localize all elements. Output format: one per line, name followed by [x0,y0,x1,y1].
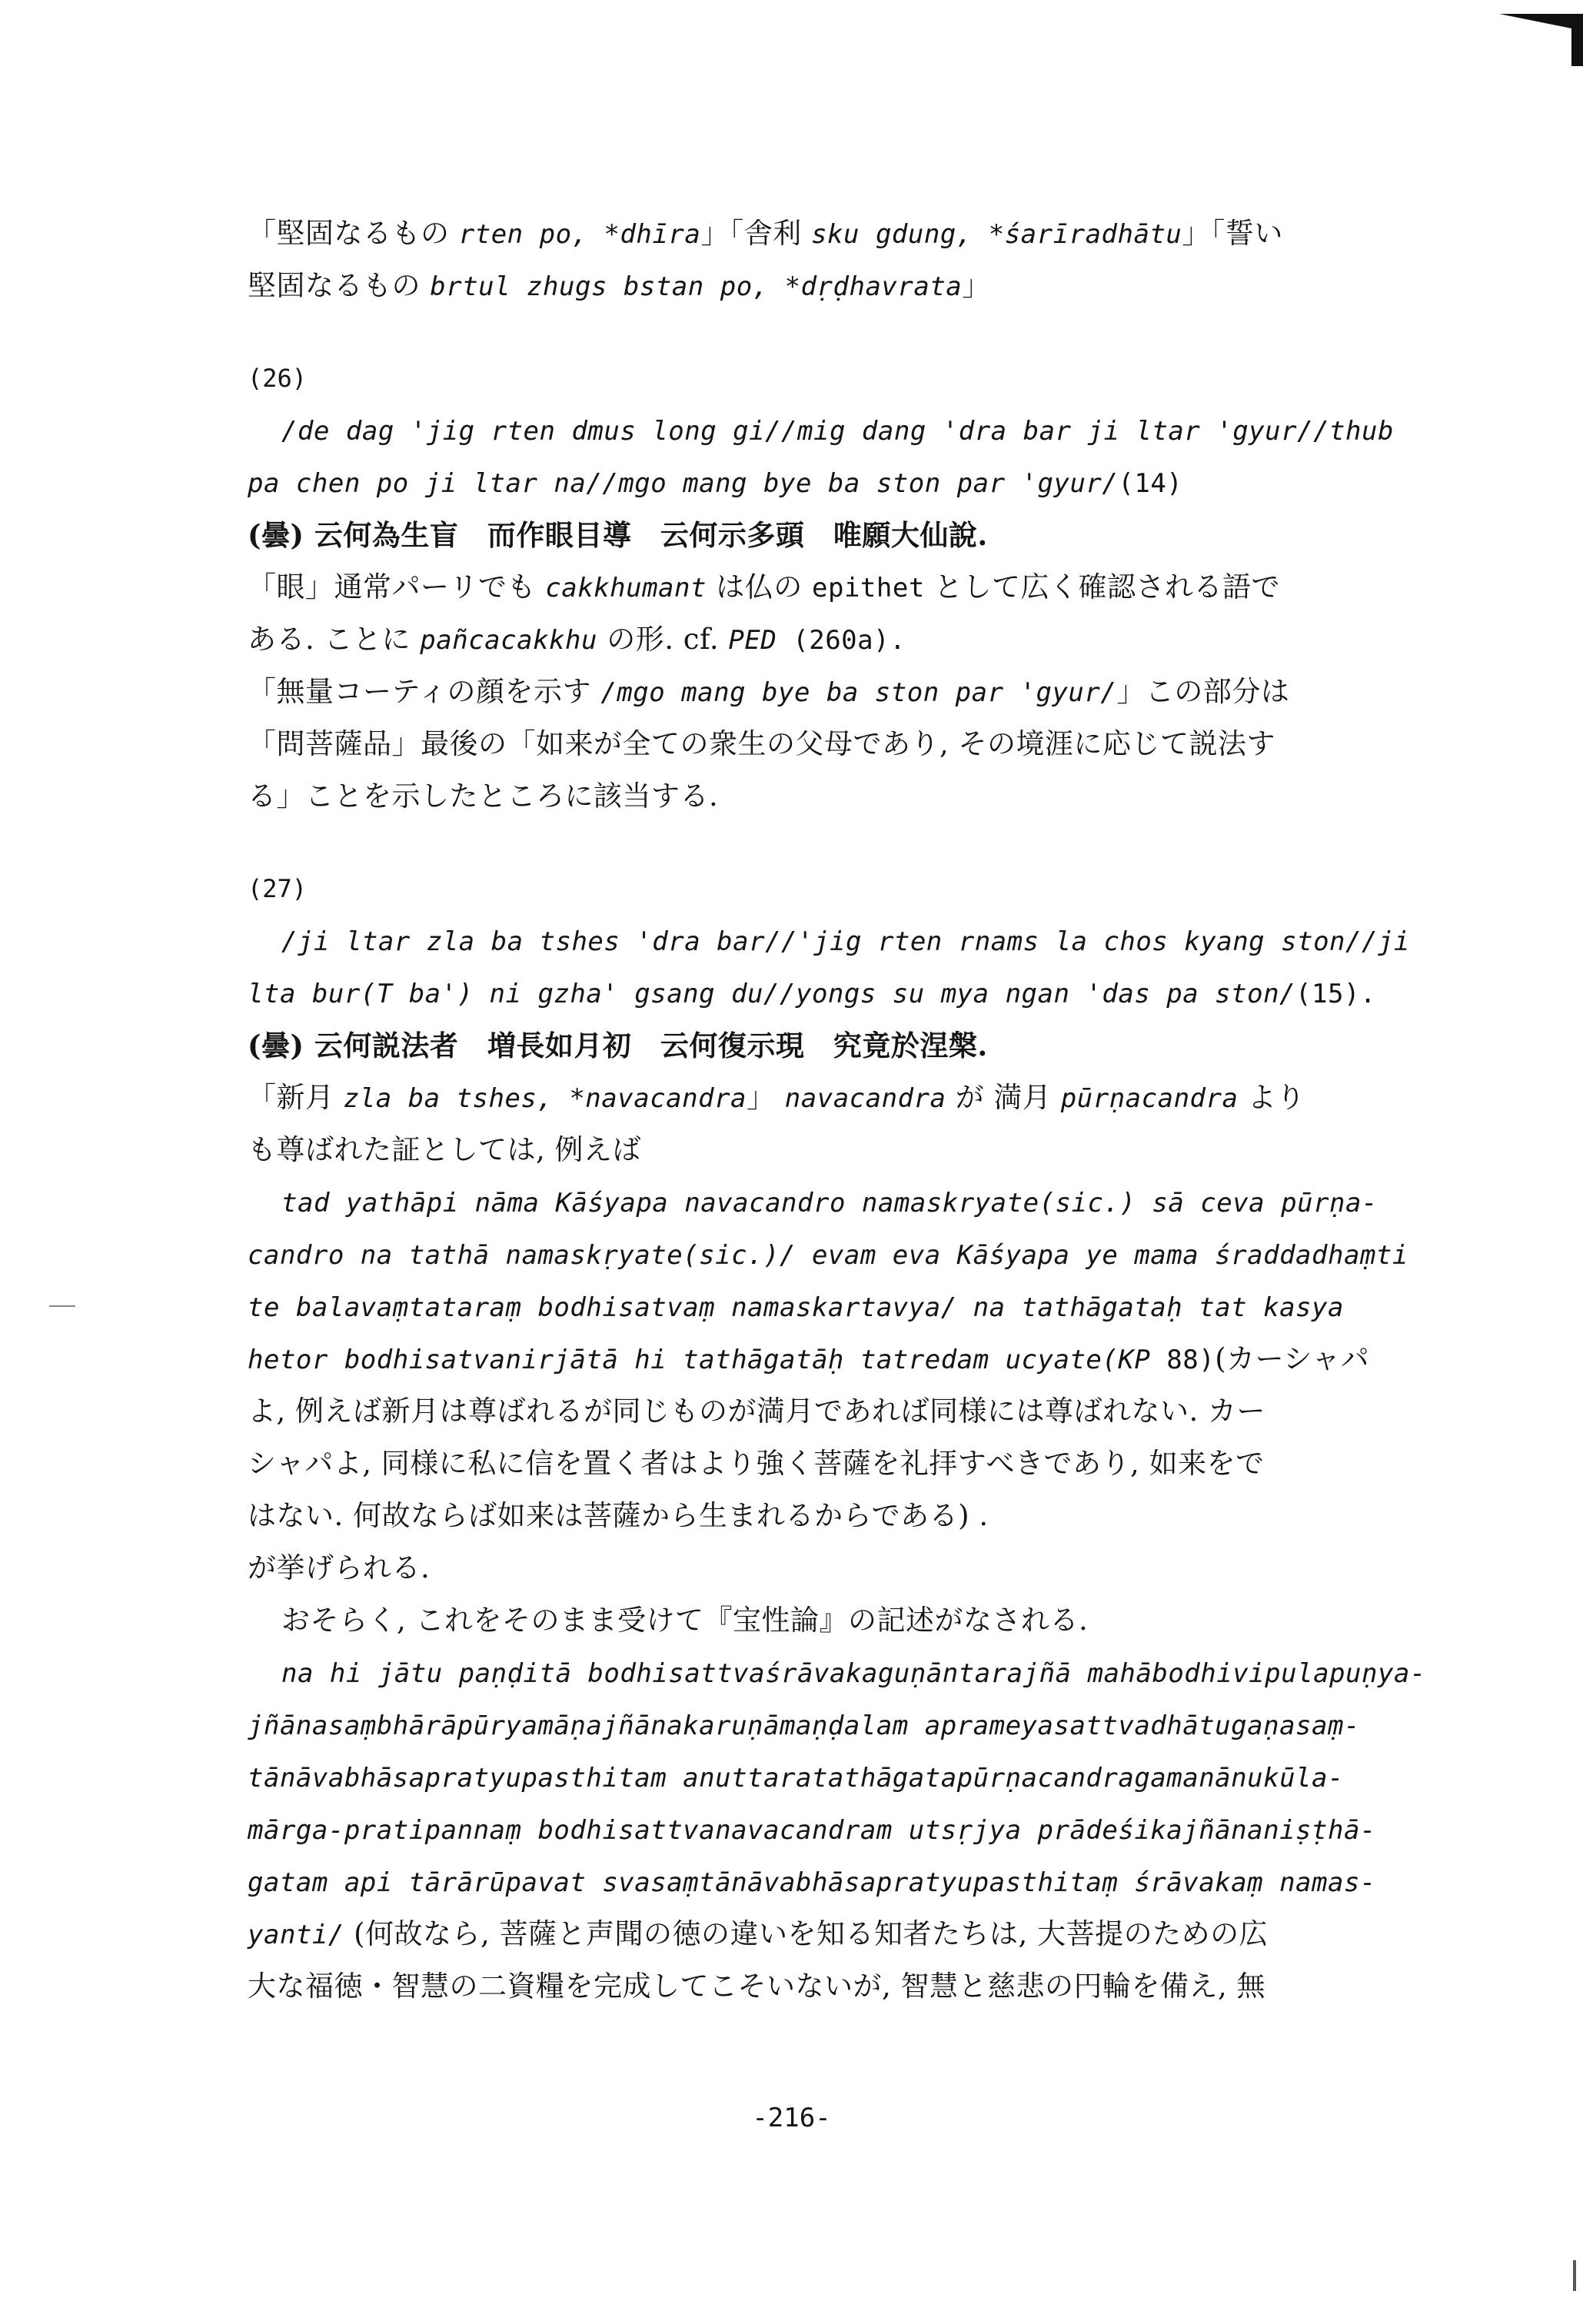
note27-chinese-line: (曇) 云何説法者 増長如月初 云何復示現 究竟於涅槃. [248,1029,988,1062]
note26-comment-4: 「問菩薩品」最後の「如来が全ての衆生の父母であり, その境涯に応じて説法す [248,727,1276,760]
tibetan-verse: pa chen po ji ltar na//mgo mang bye ba ston par 'gyur/ [248,468,1119,499]
text: (何故なら, 菩薩と声聞の徳の違いを知る知者たちは, 大菩提のための広 [344,1917,1269,1950]
intro-line-1 [248,208,1447,260]
text: より [1238,1081,1305,1114]
text: ある. ことに [248,623,421,656]
kp-quote-line-4 [248,1333,1447,1385]
reference: (260a). [777,625,906,656]
note26-chinese-line: (曇) 云何為生盲 而作眼目導 云何示多頭 唯願大仙說. [248,518,988,552]
note-number-27: (27) [248,874,308,903]
note26-tibetan-line-1 [248,404,1447,457]
term-brtul-zhugs: brtul zhugs bstan po, *dṛḍhavrata [430,271,963,302]
sanskrit-quote: te balavaṃtataraṃ bodhisatvaṃ namaskartavya/ na tathāgataḥ tat kasya [248,1292,1344,1323]
term-epithet: epithet [812,573,925,603]
rgv-quote-line-3 [248,1751,1447,1804]
note27-tibetan-line-1 [248,915,1447,967]
text: 「眼」通常パーリでも [248,570,546,603]
page-number: -216- [752,2103,831,2133]
sanskrit-quote: candro na tathā namaskṛyate(sic.)/ evam eva Kāśyapa ye mama śraddadhaṃti [248,1240,1408,1271]
note26-comment-1 [248,561,1447,613]
scan-corner-mark [1499,14,1583,31]
sanskrit-quote: hetor bodhisatvanirjātā hi tathāgatāḥ tatredam ucyate( [248,1345,1119,1375]
text: (カーシャパ [1215,1342,1370,1375]
tibetan-verse: /ji ltar zla ba tshes 'dra bar//'jig rten rnams la chos kyang ston//ji [281,926,1410,957]
text: が 満月 [946,1081,1061,1114]
intro-line-2 [248,260,1447,312]
kp-quote-line-2 [248,1228,1447,1281]
sanskrit-quote: mārga-pratipannaṃ bodhisattvanavacandram utsṛjya prādeśikajñānaniṣṭhā- [248,1815,1376,1846]
sanskrit-quote: gatam api tārārūpavat svasaṃtānāvabhāsapratyupasthitaṃ śrāvakaṃ namas- [248,1867,1376,1898]
rgv-quote-line-6 [248,1908,1447,1960]
text: 「堅固なるもの [248,217,459,250]
sanskrit-quote: tānāvabhāsapratyupasthitam anuttaratathāgatapūrṇacandragamanānukūla- [248,1763,1344,1794]
page-content [248,208,1447,2013]
sanskrit-quote: tad yathāpi nāma Kāśyapa navacandro namaskryate(sic.) sā ceva pūrṇa- [281,1188,1378,1219]
text: 」 [747,1081,785,1114]
text: 」 [962,269,991,302]
kp-translation-2: シャパよ, 同様に私に信を置く者はより強く菩薩を礼拝すべきであり, 如来をで [248,1447,1265,1480]
term-rten-po: rten po, *dhīra [458,219,701,250]
text: は仏の [706,570,812,603]
text: 「無量コーティの顔を示す [248,675,601,708]
text: 」「舎利 [700,217,812,250]
text: の形. cf. [597,623,729,656]
sanskrit-quote: yanti/ [248,1920,344,1950]
note27-tibetan-line-2 [248,967,1447,1019]
tibetan-verse: /de dag 'jig rten dmus long gi//mig dang 'dra bar ji ltar 'gyur//thub [281,416,1394,447]
text: 堅固なるもの [248,269,431,302]
kp-quote-line-3 [248,1281,1447,1333]
sanskrit-quote: na hi jātu paṇḍitā bodhisattvaśrāvakaguṇāntarajñā mahābodhivipulapuṇya- [281,1658,1426,1689]
abbrev-kp: KP [1118,1345,1151,1375]
text: 「新月 [248,1081,344,1114]
reference: (15). [1295,979,1376,1009]
note27-comment-1 [248,1072,1447,1124]
scan-corner-mark-tail [1571,22,1583,66]
kp-quote-line-1 [248,1176,1447,1228]
term-purnacandra: pūrṇacandra [1060,1083,1239,1114]
reference: 88) [1150,1345,1216,1375]
rgv-quote-line-2 [248,1699,1447,1751]
rgv-quote-line-5 [248,1856,1447,1908]
rgv-quote-line-4 [248,1804,1447,1856]
rgv-quote-line-1 [248,1647,1447,1699]
note-number-26: (26) [248,364,308,393]
tibetan-verse: lta bur(T ba') ni gzha' gsang du//yongs su mya ngan 'das pa ston/ [248,979,1296,1009]
kp-translation-1: よ, 例えば新月は尊ばれるが同じものが満月であれば同様には尊ばれない. カー [248,1395,1266,1428]
text: 」この部分は [1116,675,1290,708]
note27-comment-2: も尊ばれた証としては, 例えば [248,1133,642,1166]
scan-edge-mark [1573,2260,1576,2291]
note26-comment-2 [248,613,1447,666]
abbrev-ped: PED [728,625,777,656]
tibetan-quote: /mgo mang bye ba ston par 'gyur/ [600,677,1117,708]
note26-comment-3 [248,666,1447,718]
term-navacandra: navacandra [784,1083,946,1114]
sanskrit-quote: jñānasaṃbhārāpūryamāṇajñānakaruṇāmaṇḍalam aprameyasattvadhātugaṇasaṃ- [248,1711,1360,1741]
scan-speck [49,1305,75,1307]
kp-translation-4: が挙げられる. [248,1551,431,1584]
text: として広く確認される語で [924,570,1281,603]
note26-tibetan-line-2 [248,457,1447,509]
term-pancacakkhu: pañcacakkhu [420,625,597,656]
term-zla-ba-tshes: zla ba tshes, *navacandra [343,1083,747,1114]
reference: (14) [1118,468,1183,499]
rgv-translation-1: 大な福徳・智慧の二資糧を完成してこそいないが, 智慧と慈悲の円輪を備え, 無 [248,1970,1266,2003]
kp-translation-3: はない. 何故ならば如来は菩薩から生まれるからである) . [248,1499,989,1532]
term-sku-gdung: sku gdung, *śarīradhātu [811,219,1182,250]
term-cakkhumant: cakkhumant [545,573,707,603]
rgv-intro: おそらく, これをそのまま受けて『宝性論』の記述がなされる. [281,1604,1089,1637]
text: 」「誓い [1182,217,1283,250]
note26-comment-5: る」ことを示したところに該当する. [248,780,719,813]
